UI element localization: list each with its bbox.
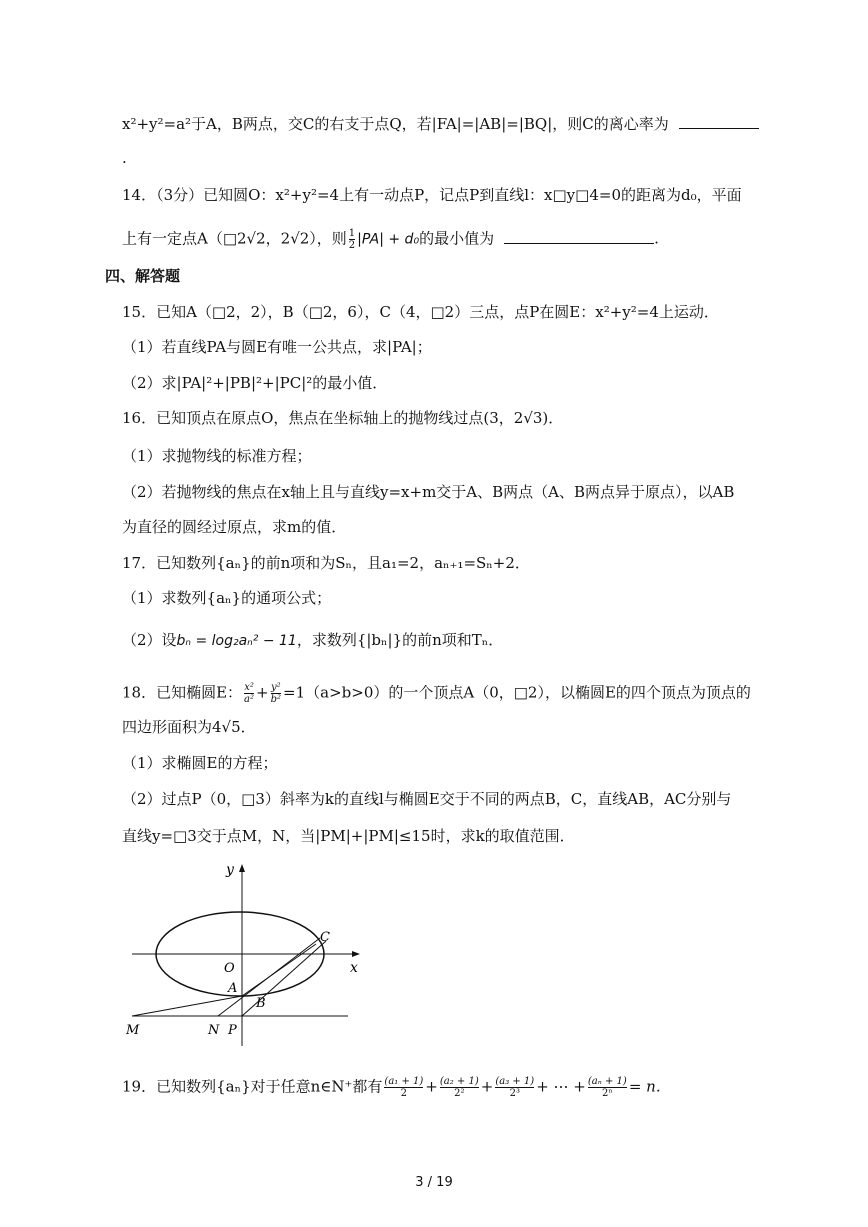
fraction-y2-b2 xyxy=(271,682,281,705)
fraction-x2-a2 xyxy=(244,682,254,705)
fraction-den: 2ⁿ xyxy=(588,1087,627,1099)
q19-ellipsis: + ⋯ + xyxy=(536,1077,586,1096)
q14-end: . xyxy=(654,229,659,248)
fraction-3 xyxy=(495,1076,534,1099)
label-O: O xyxy=(224,961,235,976)
page-number: 3 / 19 xyxy=(415,1175,453,1190)
q17-stem: 17．已知数列{aₙ}的前n项和为Sₙ，且a₁=2，aₙ₊₁=Sₙ+2． xyxy=(122,554,530,572)
label-B: B xyxy=(256,996,266,1011)
label-x: x xyxy=(350,960,358,976)
line-AC xyxy=(242,944,316,996)
fraction-num: y² xyxy=(270,682,281,693)
answer-blank-13[interactable] xyxy=(679,114,759,129)
q15-part2: （2）求|PA|²+|PB|²+|PC|²的最小值． xyxy=(122,374,388,392)
q18-text: 18．已知椭圆E： xyxy=(122,683,243,702)
section-heading: 四、解答题 xyxy=(105,267,181,285)
q18-part1: （1）求椭圆E的方程； xyxy=(122,754,278,772)
fraction-num: (a₂ + 1) xyxy=(439,1076,479,1087)
fraction-half xyxy=(349,228,355,251)
line-PC xyxy=(242,941,326,1016)
q19-text: 19．已知数列{aₙ}对于任意n∈N⁺都有 xyxy=(122,1077,383,1096)
fraction-den: a² xyxy=(244,694,255,705)
q17-part2-post: ，求数列{|bₙ|}的前n项和Tₙ． xyxy=(296,631,504,649)
ellipse-figure xyxy=(120,858,370,1050)
fraction-num: (aₙ + 1) xyxy=(587,1076,627,1087)
y-arrow-icon xyxy=(239,864,245,872)
answer-blank-14[interactable] xyxy=(504,229,654,244)
q19-text-post: = n． xyxy=(628,1077,671,1096)
label-P: P xyxy=(228,1023,237,1038)
fraction-den: 2 xyxy=(348,240,356,251)
q14-text-post: 的最小值为 xyxy=(419,229,495,248)
q14-line2 xyxy=(122,228,659,251)
x-arrow-icon xyxy=(352,951,360,957)
fraction-num: (a₁ + 1) xyxy=(384,1076,424,1087)
label-C: C xyxy=(320,930,330,945)
fraction-den: 2² xyxy=(440,1087,479,1099)
q13-text: x²+y²=a²于A，B两点，交C的右支于点Q，若|FA|=|AB|=|BQ|，则C的离心率为 xyxy=(122,115,669,133)
q18-text-post: 1（a>b>0）的一个顶点A（0，□2），以椭圆E的四个顶点为顶点的 xyxy=(295,683,751,702)
q18-part2: （2）过点P（0，□3）斜率为k的直线l与椭圆E交于不同的两点B，C，直线AB，AC分别与 xyxy=(122,790,732,808)
q16-part2-cont: 为直径的圆经过原点，求m的值． xyxy=(122,518,347,536)
q18-stem-cont: 四边形面积为4√5． xyxy=(122,718,256,736)
label-A: A xyxy=(228,981,238,996)
label-M: M xyxy=(126,1023,140,1038)
q17-part2 xyxy=(122,630,503,651)
q16-part2: （2）若抛物线的焦点在x轴上且与直线y=x+m交于A、B两点（A、B两点异于原点），以AB xyxy=(122,483,735,501)
q14-line1: 14．（3分）已知圆O：x²+y²=4上有一动点P，记点P到直线l：x□y□4=0的距离为d₀，平面 xyxy=(122,186,742,204)
q16-part1: （1）求抛物线的标准方程； xyxy=(122,447,312,465)
q13-continuation xyxy=(122,114,759,134)
label-y: y xyxy=(226,862,234,878)
q15-stem: 15．已知A（□2，2），B（□2，6），C（4，□2）三点，点P在圆E：x²+y²=4上运动． xyxy=(122,303,719,321)
fraction-n xyxy=(588,1076,627,1099)
fraction-num: 1 xyxy=(348,228,356,239)
fraction-den: 2³ xyxy=(495,1087,534,1099)
q18-stem: 18．已知椭圆E： $\frac{\text{x²}}{\text{a²}}$ + $\frac{\text{y²}}{\text{b²}}$ =1（a>b>0）的一个顶点A（0，□2），以椭圆E的四个顶点为顶点的 xyxy=(122,682,751,705)
q15-part1: （1）若直线PA与圆E有唯一公共点，求|PA|； xyxy=(122,338,432,356)
q13-end: . xyxy=(122,149,127,167)
fraction-2 xyxy=(440,1076,479,1099)
q19-stem: 19．已知数列{aₙ}对于任意n∈N⁺都有 $\frac{\text{(a₁ + 1)}}{2}$ + $\frac{\text{(a₂ + 1)}}{\text{2²}}$ + $\frac{\text{(a₃ + 1)}}{\text{2³}}$ + ⋯ + $\frac{\text{(aₙ + 1)}}{\text{2ⁿ}}$ = n． xyxy=(122,1076,671,1099)
q17-expression: bₙ = log₂aₙ² − 11 xyxy=(176,633,297,649)
q14-expression: |PA| + d₀ xyxy=(357,231,420,248)
q18-part2-cont: 直线y=□3交于点M，N，当|PM|+|PM|≤15时，求k的取值范围． xyxy=(122,827,575,845)
label-N: N xyxy=(208,1023,220,1038)
fraction-1 xyxy=(384,1076,423,1099)
line-AM xyxy=(132,996,242,1016)
equals-sign: = xyxy=(283,683,296,702)
fraction-den: b² xyxy=(270,694,282,705)
q14-text: 上有一定点A（□2√2，2√2），则 xyxy=(122,229,347,248)
q16-stem: 16．已知顶点在原点O，焦点在坐标轴上的抛物线过点(3，2√3)． xyxy=(122,409,564,427)
fraction-num: (a₃ + 1) xyxy=(495,1076,535,1087)
q17-part2-pre: （2）设 xyxy=(122,631,177,649)
q17-part1: （1）求数列{aₙ}的通项公式； xyxy=(122,589,332,607)
fraction-num: x² xyxy=(244,682,254,693)
fraction-den: 2 xyxy=(384,1087,423,1099)
